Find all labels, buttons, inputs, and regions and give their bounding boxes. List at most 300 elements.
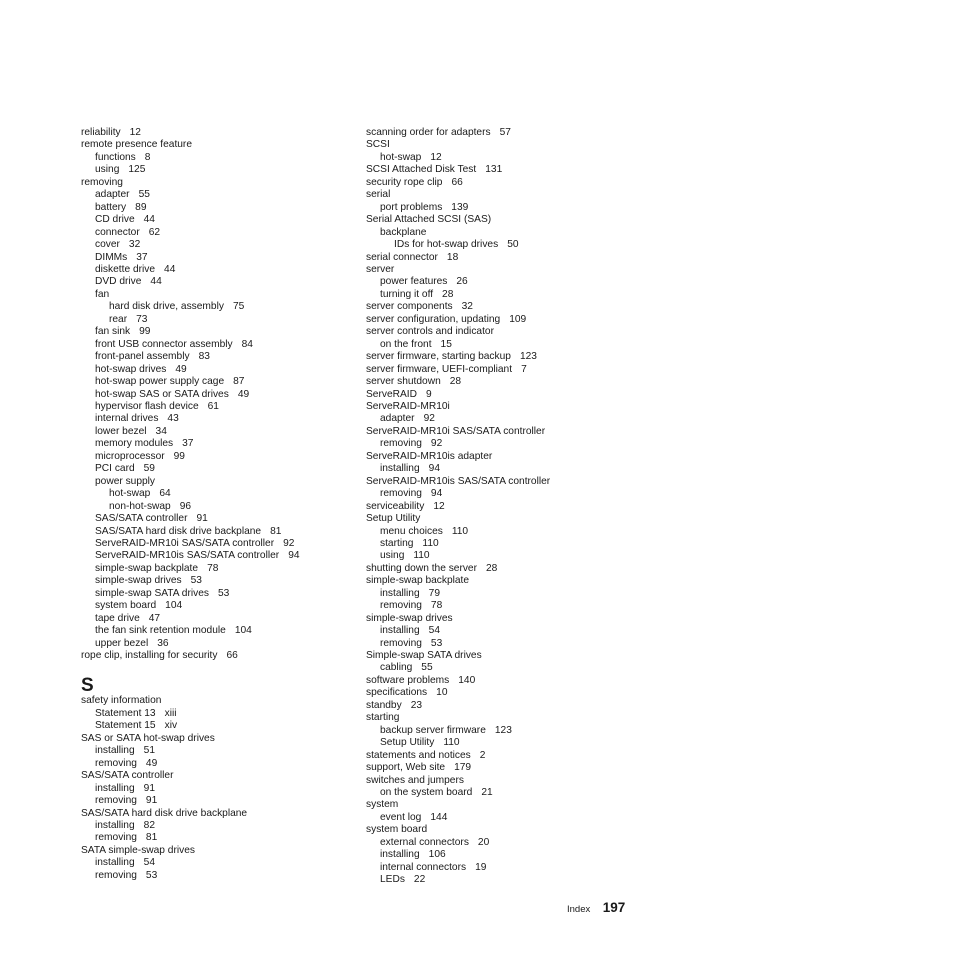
index-term: event log — [380, 811, 422, 823]
index-term: removing — [380, 488, 422, 500]
index-term: rear — [109, 313, 128, 325]
index-entry — [366, 252, 646, 264]
index-entry — [366, 862, 646, 874]
index-entry — [366, 812, 646, 824]
index-page-ref: 44 — [164, 263, 176, 275]
index-entry — [81, 364, 351, 376]
index-term: memory modules — [95, 438, 174, 450]
index-entry — [81, 708, 351, 720]
index-column-right — [366, 127, 646, 887]
index-page-ref: 123 — [519, 351, 537, 363]
index-term: scanning order for adapters — [366, 127, 491, 138]
index-term: server controls and indicator — [366, 326, 494, 338]
index-page-ref: 104 — [165, 600, 183, 612]
index-entry — [366, 787, 646, 799]
index-page-ref: 55 — [138, 189, 150, 201]
index-page-ref: 43 — [167, 413, 179, 425]
index-term: hot-swap SAS or SATA drives — [95, 388, 229, 400]
index-entry — [81, 832, 351, 844]
index-term: installing — [380, 587, 420, 599]
index-entry — [366, 239, 646, 251]
index-term: ServeRAID-MR10is adapter — [366, 450, 493, 462]
index-term: LEDs — [380, 874, 405, 886]
index-term: SATA simple-swap drives — [81, 844, 195, 856]
index-page-ref: 140 — [458, 674, 476, 686]
index-page-ref: 87 — [233, 376, 245, 388]
index-page-ref: 110 — [451, 525, 469, 537]
index-term: hot-swap — [380, 151, 422, 163]
index-entry — [81, 770, 351, 782]
index-term: DVD drive — [95, 276, 142, 288]
index-term: functions — [95, 151, 136, 163]
index-term: backplane — [380, 226, 427, 238]
index-page-ref: 94 — [430, 488, 443, 500]
index-entry — [366, 413, 646, 425]
index-term: removing — [380, 637, 422, 649]
index-term: starting — [380, 537, 414, 549]
index-entry — [366, 177, 646, 189]
index-page-ref: 123 — [494, 724, 512, 736]
index-page-ref: 131 — [485, 164, 503, 176]
index-entry — [81, 276, 351, 288]
index-entry — [366, 314, 646, 326]
index-entry — [366, 575, 646, 587]
index-column-left — [81, 127, 351, 882]
index-entry — [366, 874, 646, 886]
index-term: installing — [380, 625, 420, 637]
index-term: Statement 15 — [95, 720, 156, 732]
index-entry — [81, 426, 351, 438]
index-page-ref: 75 — [232, 301, 245, 313]
index-page-ref: 84 — [241, 338, 253, 350]
index-entry — [366, 301, 646, 313]
index-term: security rope clip — [366, 176, 443, 188]
index-entry — [366, 750, 646, 762]
index-entry — [81, 438, 351, 450]
index-entry — [81, 401, 351, 413]
index-entry — [366, 214, 646, 226]
index-page-ref: 36 — [157, 637, 169, 649]
index-page-ref: 15 — [440, 338, 452, 350]
index-entry — [81, 526, 351, 538]
index-page-ref: 109 — [509, 313, 527, 325]
index-entry — [366, 513, 646, 525]
index-term: simple-swap SATA drives — [95, 587, 209, 599]
index-term: specifications — [366, 687, 428, 699]
index-entry — [81, 164, 351, 176]
index-entry — [81, 127, 351, 139]
index-entry — [366, 625, 646, 637]
index-term: installing — [95, 857, 135, 869]
index-page-ref: 99 — [173, 450, 185, 462]
index-entry — [366, 438, 646, 450]
index-entry — [81, 513, 351, 525]
index-entry — [81, 808, 351, 820]
index-term: front-panel assembly — [95, 351, 190, 363]
index-term: switches and jumpers — [366, 774, 464, 786]
index-page-ref: 110 — [443, 737, 460, 749]
index-term: microprocessor — [95, 450, 165, 462]
index-entry — [366, 650, 646, 662]
index-term: reliability — [81, 127, 121, 138]
index-entry — [366, 351, 646, 363]
page-footer — [567, 899, 625, 917]
index-term: installing — [95, 782, 135, 794]
index-entry — [366, 849, 646, 861]
index-page-ref: 26 — [456, 276, 468, 288]
index-page-ref: 34 — [155, 425, 167, 437]
index-entry — [81, 239, 351, 251]
index-term: using — [95, 164, 120, 176]
index-term: external connectors — [380, 836, 469, 848]
index-term: turning it off — [380, 288, 434, 300]
index-entry — [366, 600, 646, 612]
index-entry — [366, 687, 646, 699]
index-term: tape drive — [95, 612, 140, 624]
index-entry — [366, 837, 646, 849]
index-term: system — [366, 799, 399, 811]
index-entry — [81, 625, 351, 637]
index-term: ServeRAID-MR10i SAS/SATA controller — [366, 425, 546, 437]
index-term: Serial Attached SCSI (SAS) — [366, 214, 492, 226]
index-entry — [366, 451, 646, 463]
index-entry — [81, 795, 351, 807]
index-term: internal connectors — [380, 861, 467, 873]
index-term: server firmware, starting backup — [366, 351, 511, 363]
index-term: serial — [366, 189, 391, 201]
index-page-ref: 32 — [461, 301, 473, 313]
index-page-ref: 37 — [136, 251, 148, 263]
index-entry — [81, 314, 351, 326]
index-entry — [366, 364, 646, 376]
index-page-ref: xiv — [164, 720, 178, 732]
index-entry — [366, 737, 646, 749]
index-page-ref: 110 — [413, 550, 430, 562]
index-page-ref: 44 — [150, 276, 162, 288]
index-entry — [366, 152, 646, 164]
index-page-ref: 28 — [442, 288, 454, 300]
index-term: front USB connector assembly — [95, 338, 233, 350]
index-term: SCSI — [366, 139, 390, 151]
index-entry — [366, 775, 646, 787]
index-entry — [81, 227, 351, 239]
index-page-ref: 94 — [288, 550, 300, 562]
index-page-ref: 12 — [433, 500, 445, 512]
index-term: installing — [95, 745, 135, 757]
index-page-ref: 28 — [486, 562, 498, 574]
index-page-ref: 53 — [145, 869, 158, 881]
index-page-ref: 53 — [217, 587, 230, 599]
index-term: menu choices — [380, 525, 443, 537]
index-entry — [81, 351, 351, 363]
index-page-ref: 99 — [139, 326, 151, 338]
index-page-ref: 54 — [428, 625, 440, 637]
index-term: serviceability — [366, 500, 425, 512]
index-term: Setup Utility — [366, 513, 421, 525]
index-page-ref: 106 — [428, 849, 446, 861]
index-page-ref: 21 — [481, 787, 493, 799]
index-term: removing — [380, 600, 422, 612]
index-page-ref: 18 — [446, 251, 459, 263]
index-entry — [81, 202, 351, 214]
index-entry — [366, 588, 646, 600]
index-page-ref: 2 — [479, 749, 486, 761]
index-entry — [366, 501, 646, 513]
index-page-ref: 82 — [143, 820, 155, 832]
index-term: serial connector — [366, 251, 438, 263]
index-term: server — [366, 263, 395, 275]
index-entry — [81, 733, 351, 745]
index-entry — [81, 870, 351, 882]
index-page-ref: 20 — [477, 836, 490, 848]
index-entry — [366, 700, 646, 712]
index-term: cabling — [380, 662, 413, 674]
index-page-ref: 62 — [148, 226, 161, 238]
index-entry — [81, 857, 351, 869]
index-term: removing — [95, 832, 137, 844]
index-term: starting — [366, 712, 400, 724]
index-entry — [81, 695, 351, 707]
index-term: using — [380, 550, 405, 562]
index-term: ServeRAID-MR10i SAS/SATA controller — [95, 537, 275, 549]
index-term: SAS/SATA hard disk drive backplane — [95, 525, 262, 537]
index-page-ref: 54 — [143, 857, 155, 869]
index-entry — [81, 476, 351, 488]
index-page-ref: 59 — [143, 463, 155, 475]
index-entry — [81, 189, 351, 201]
index-term: cover — [95, 239, 120, 251]
index-entry — [81, 413, 351, 425]
index-entry — [366, 264, 646, 276]
index-entry — [366, 476, 646, 488]
index-page-ref: 61 — [207, 400, 219, 412]
index-entry — [81, 301, 351, 313]
index-page-ref: 91 — [145, 795, 158, 807]
index-page-ref: 79 — [428, 587, 440, 599]
index-entry — [366, 488, 646, 500]
index-term: upper bezel — [95, 637, 149, 649]
index-term: simple-swap drives — [95, 575, 182, 587]
index-term: support, Web site — [366, 762, 446, 774]
index-term: internal drives — [95, 413, 159, 425]
index-page-ref: 44 — [143, 214, 155, 226]
index-page-ref: 94 — [428, 463, 440, 475]
index-page-ref: 78 — [430, 600, 443, 612]
index-term: non-hot-swap — [109, 500, 171, 512]
index-entry — [366, 326, 646, 338]
index-entry — [366, 712, 646, 724]
index-entry — [81, 326, 351, 338]
index-term: server configuration, updating — [366, 313, 501, 325]
index-term: port problems — [380, 201, 443, 213]
index-page-ref: 92 — [423, 413, 435, 425]
index-entry — [366, 276, 646, 288]
index-entry — [81, 600, 351, 612]
index-entry — [81, 758, 351, 770]
index-term: fan — [95, 288, 110, 300]
index-page-ref: 81 — [145, 832, 158, 844]
index-term: rope clip, installing for security — [81, 650, 218, 662]
index-entry — [366, 675, 646, 687]
index-page-ref: 49 — [145, 757, 158, 769]
index-page-ref: 53 — [190, 575, 202, 587]
index-entry — [81, 488, 351, 500]
index-entry — [81, 820, 351, 832]
index-page-ref: 49 — [175, 363, 187, 375]
index-page-ref: 179 — [454, 762, 472, 774]
index-term: the fan sink retention module — [95, 625, 226, 637]
index-page-ref: 8 — [144, 151, 151, 163]
index-term: connector — [95, 226, 140, 238]
index-term: SCSI Attached Disk Test — [366, 164, 477, 176]
index-term: system board — [95, 600, 157, 612]
index-page-ref: 10 — [436, 687, 448, 699]
index-entry — [81, 214, 351, 226]
index-term: fan sink — [95, 326, 131, 338]
index-term: SAS or SATA hot-swap drives — [81, 732, 215, 744]
index-term: remote presence feature — [81, 139, 192, 151]
index-term: software problems — [366, 674, 450, 686]
index-page-ref: 64 — [159, 488, 171, 500]
index-term: removing — [81, 176, 123, 188]
index-page-ref: 12 — [430, 151, 442, 163]
index-page-ref: 23 — [410, 699, 423, 711]
index-term: SAS/SATA controller — [95, 513, 188, 525]
index-page-ref: 92 — [430, 438, 443, 450]
index-term: on the front — [380, 338, 432, 350]
index-entry — [81, 389, 351, 401]
index-entry — [366, 463, 646, 475]
index-entry — [81, 339, 351, 351]
index-term: SAS/SATA hard disk drive backplane — [81, 807, 248, 819]
index-page-ref: 139 — [451, 201, 469, 213]
index-term: SAS/SATA controller — [81, 770, 174, 782]
index-page-ref: 28 — [449, 376, 462, 388]
index-entry — [81, 550, 351, 562]
index-term: system board — [366, 824, 428, 836]
index-entry — [366, 563, 646, 575]
index-entry — [366, 638, 646, 650]
index-term: shutting down the server — [366, 562, 477, 574]
index-page-ref: 73 — [136, 313, 148, 325]
index-entry — [81, 575, 351, 587]
index-page-ref: 89 — [135, 201, 147, 213]
page-number: 197 — [602, 900, 626, 915]
index-term: removing — [95, 795, 137, 807]
index-entry — [81, 650, 351, 662]
index-term: safety information — [81, 695, 162, 707]
index-page-ref: 83 — [198, 351, 210, 363]
index-term: hard disk drive, assembly — [109, 301, 224, 313]
index-entry — [366, 550, 646, 562]
index-entry — [81, 264, 351, 276]
index-term: power supply — [95, 475, 156, 487]
index-entry — [81, 563, 351, 575]
index-term: hot-swap drives — [95, 363, 167, 375]
index-term: power features — [380, 276, 448, 288]
index-entry — [366, 389, 646, 401]
index-entry — [366, 538, 646, 550]
index-page-ref: 125 — [128, 164, 146, 176]
index-entry — [366, 376, 646, 388]
index-entry — [366, 824, 646, 836]
index-entry — [81, 252, 351, 264]
index-entry — [366, 762, 646, 774]
index-page-ref: 81 — [270, 525, 282, 537]
index-entry — [81, 177, 351, 189]
index-term: on the system board — [380, 787, 473, 799]
index-page-ref: 57 — [499, 127, 511, 138]
footer-label: Index — [567, 904, 591, 915]
index-term: installing — [95, 820, 135, 832]
index-entry — [366, 202, 646, 214]
index-page-ref: 104 — [234, 625, 252, 637]
index-page-ref: xiii — [164, 707, 177, 719]
index-entry — [366, 227, 646, 239]
index-entry — [366, 289, 646, 301]
index-page-ref: 66 — [451, 176, 463, 188]
index-page-ref: 96 — [179, 500, 192, 512]
index-entry — [81, 376, 351, 388]
index-entry — [81, 463, 351, 475]
index-entry — [366, 426, 646, 438]
index-term: hot-swap power supply cage — [95, 376, 225, 388]
index-term: CD drive — [95, 214, 135, 226]
index-entry — [366, 164, 646, 176]
index-entry — [81, 139, 351, 151]
index-entry — [81, 638, 351, 650]
index-term: Statement 13 — [95, 707, 156, 719]
index-entry — [366, 613, 646, 625]
index-term: simple-swap drives — [366, 612, 453, 624]
index-page-ref: 37 — [182, 438, 194, 450]
index-entry — [366, 799, 646, 811]
index-term: server components — [366, 301, 453, 313]
index-term: battery — [95, 201, 127, 213]
index-page-ref: 110 — [422, 537, 439, 549]
index-entry — [81, 538, 351, 550]
index-term: server firmware, UEFI-compliant — [366, 363, 513, 375]
index-term: simple-swap backplate — [95, 562, 199, 574]
index-page-ref: 32 — [128, 239, 141, 251]
index-page-ref: 91 — [196, 513, 208, 525]
index-term: installing — [380, 463, 420, 475]
index-page-ref: 51 — [143, 745, 155, 757]
index-entry — [81, 588, 351, 600]
index-term: standby — [366, 699, 402, 711]
index-term: removing — [95, 869, 137, 881]
index-term: adapter — [380, 413, 415, 425]
index-term: IDs for hot-swap drives — [394, 239, 499, 251]
index-entry — [366, 662, 646, 674]
index-term: removing — [380, 438, 422, 450]
index-term: adapter — [95, 189, 130, 201]
index-entry — [366, 127, 646, 139]
index-term: Setup Utility — [380, 737, 435, 749]
index-page-ref: 92 — [283, 537, 295, 549]
index-term: ServeRAID-MR10is SAS/SATA controller — [95, 550, 280, 562]
index-entry — [366, 139, 646, 151]
index-letter-heading: S — [81, 675, 94, 697]
index-term: statements and notices — [366, 749, 471, 761]
index-page-ref: 49 — [237, 388, 250, 400]
index-term: hypervisor flash device — [95, 400, 199, 412]
index-entry — [81, 783, 351, 795]
index-page-ref: 66 — [226, 650, 238, 662]
index-entry — [366, 339, 646, 351]
index-page-ref: 9 — [425, 388, 432, 400]
index-entry — [81, 289, 351, 301]
